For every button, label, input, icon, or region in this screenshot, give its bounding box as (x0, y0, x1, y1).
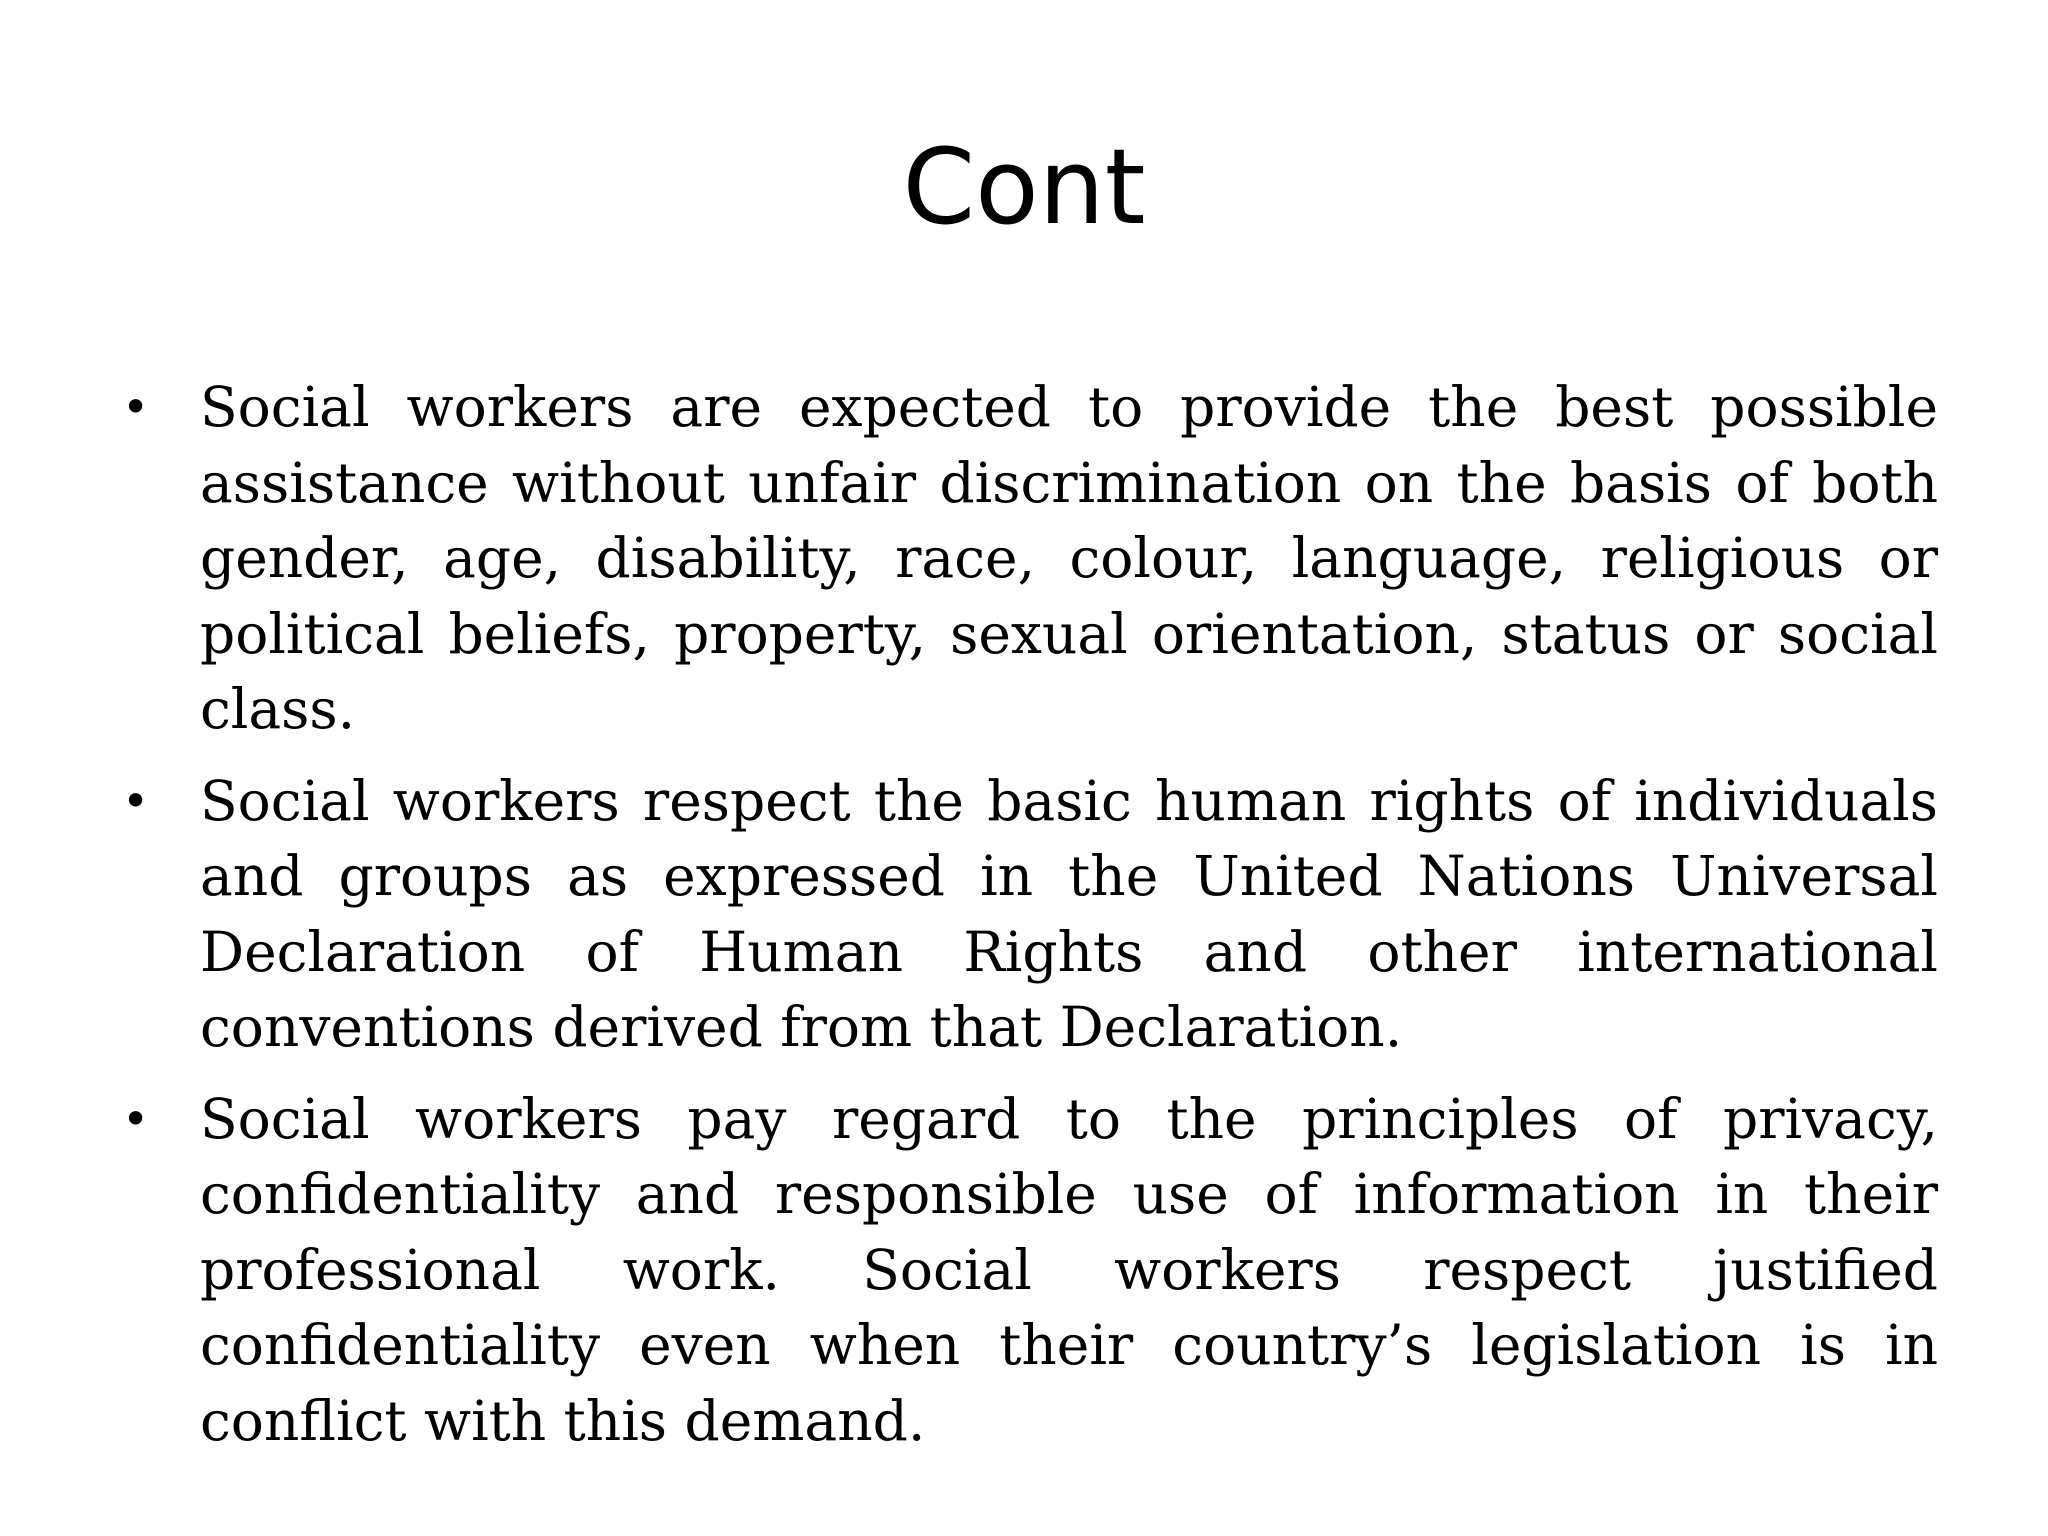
bullet-text: Social workers are expected to provide the best possible assistance without unfair discrimination on the basis of both gender, age, disability, race, colour, language, religious or political beliefs, property, sexual orientation, status or social class. (200, 375, 1938, 741)
bullet-text: Social workers pay regard to the principles of privacy, confidentiality and responsible use of information in their professional work. Social workers respect justified confidentiality even when their country’s legislation is in conflict with this demand. (200, 1086, 1938, 1453)
bullet-text: Social workers respect the basic human rights of individuals and groups as expressed in the United Nations Universal Declaration of Human Rights and other international conventions derived from that Declaration. (200, 768, 1938, 1059)
bullet-item-2 (118, 764, 1938, 1066)
bullet-marker: • (122, 1091, 150, 1146)
bullet-item-3 (118, 1082, 1938, 1460)
bullet-marker: • (122, 773, 150, 828)
slide-title: Cont (902, 126, 1146, 248)
bullet-marker: • (122, 380, 150, 434)
bullet-item-1 (118, 370, 1938, 748)
bullet-list (118, 370, 1938, 1459)
